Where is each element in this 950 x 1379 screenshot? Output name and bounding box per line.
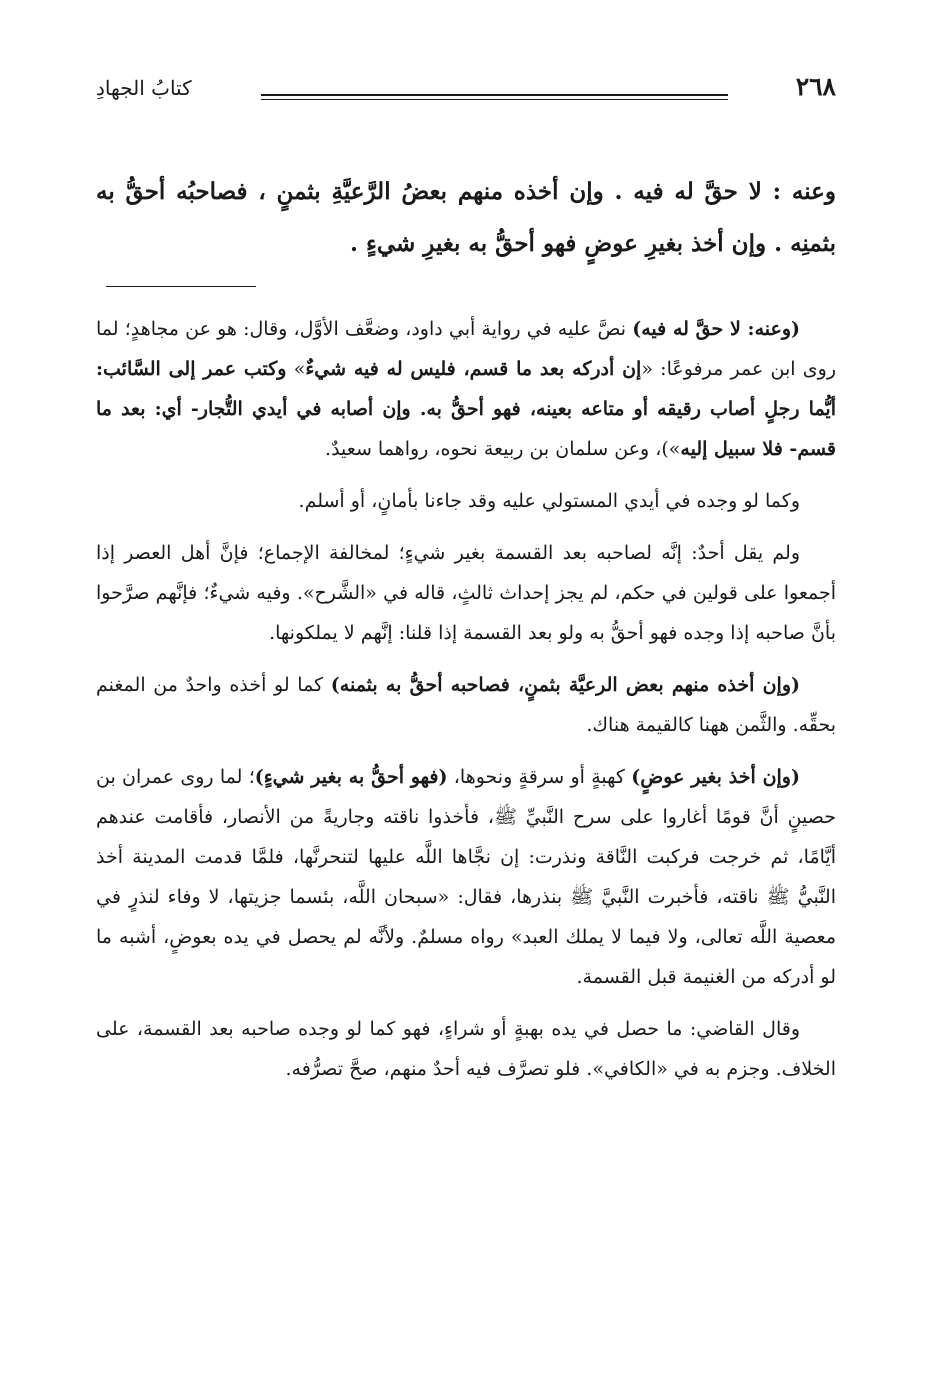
page-number: ٢٦٨ (795, 72, 836, 101)
page-header (96, 70, 836, 114)
header-rule (261, 94, 728, 96)
footnote-separator (106, 286, 256, 287)
commentary-paragraph: وكما لو وجده في أيدي المستولي عليه وقد جاءنا بأمانٍ، أو أسلم. (298, 490, 800, 512)
commentary-paragraph: وقال القاضي: ما حصل في يده بهبةٍ أو شراءٍ، فهو كما لو وجده صاحبه بعد القسمة، على الخلاف. وجزم به في «الكافي». فلو تصرَّف فيه أحدٌ منهم، صحَّ تصرُّفه. (96, 1018, 836, 1080)
commentary-paragraph (96, 757, 836, 997)
main-text: وعنه : لا حقَّ له فيه . وإن أخذه منهم بعضُ الرَّعيَّةِ بثمنٍ ، فصاحبُه أحقُّ به بثمنِه . وإن أخذ بغيرِ عوضٍ فهو أحقُّ به بغيرِ شيءٍ . (96, 178, 836, 257)
paragraph-text: »)، وعن سلمان بن ربيعة نحوه، رواهما سعيدٌ. (325, 438, 681, 460)
bold-quote: (وعنه: لا حقَّ له فيه) (632, 318, 800, 340)
commentary-paragraph (96, 665, 836, 745)
commentary-paragraph (96, 309, 836, 469)
bold-quote: إن أدركه بعد ما قسم، فليس له فيه شيءٌ (305, 358, 642, 380)
commentary-paragraph: ولم يقل أحدٌ: إنَّه لصاحبه بعد القسمة بغير شيءٍ؛ لمخالفة الإجماع؛ فإنَّ أهل العصر إذا أجمعوا على قولين في حكم، لم يجز إحداث ثالثٍ، قاله في «الشَّرح». وفيه شيءٌ؛ فإنَّهم صرَّحوا بأنَّ صاحبه إذا وجده فهو أحقُّ به ولو بعد القسمة إذا قلنا: إنَّهم لا يملكونها. (96, 542, 836, 644)
paragraph-text: كهبةٍ أو سرقةٍ ونحوها، (447, 766, 632, 788)
bold-quote: (وإن أخذه منهم بعض الرعيَّة بثمنٍ، فصاحبه أحقُّ به بثمنه) (330, 674, 801, 696)
commentary (96, 309, 836, 1089)
bold-quote: وكتب عمر إلى السَّائب: أيُّما رجلٍ أصاب رقيقه أو متاعه بعينه، فهو أحقُّ به. وإن أصابه في أيدي التُّجار- أي: بعد ما قسم- فلا سبيل إليه (96, 358, 836, 460)
paragraph-text: ؛ لما روى عمران بن حصينٍ أنَّ قومًا أغاروا على سرح النَّبيِّ ﷺ، فأخذوا ناقته وجاريةً من الأنصار، فأقامت عندهم أيَّامًا، ثم خرجت فركبت النَّاقة ونذرت: إن نجَّاها اللَّه عليها لتنحرنَّها، فلمَّا قدمت المدينة أخذ النَّبيُّ ﷺ ناقته، فأخبرت النَّبيَّ ﷺ بنذرها، فقال: «سبحان اللَّه، بئسما جزيتها، لا وفاء لنذرٍ في معصية اللَّه تعالى، ولا فيما لا يملك العبد» رواه مسلمٌ. ولأنَّه لم يحصل في يده بعوضٍ، أشبه ما لو أدركه من الغنيمة قبل القسمة. (96, 766, 836, 988)
book-title: كتابُ الجهادِ (96, 76, 192, 100)
paragraph-text: كما لو أخذه واحدٌ من المغنم بحقِّه. والثَّمن ههنا كالقيمة هناك. (96, 674, 836, 736)
bold-quote: (فهو أحقُّ به بغير شيءٍ) (254, 766, 448, 788)
book-page (96, 70, 836, 1101)
paragraph-text: » (286, 358, 306, 380)
paragraph-text: نصَّ عليه في رواية أبي داود، وضعَّف الأوَّل، وقال: هو عن مجاهدٍ؛ لما روى ابن عمر مرفوعًا: « (96, 318, 836, 380)
bold-quote: (وإن أخذ بغير عوضٍ) (631, 766, 800, 788)
